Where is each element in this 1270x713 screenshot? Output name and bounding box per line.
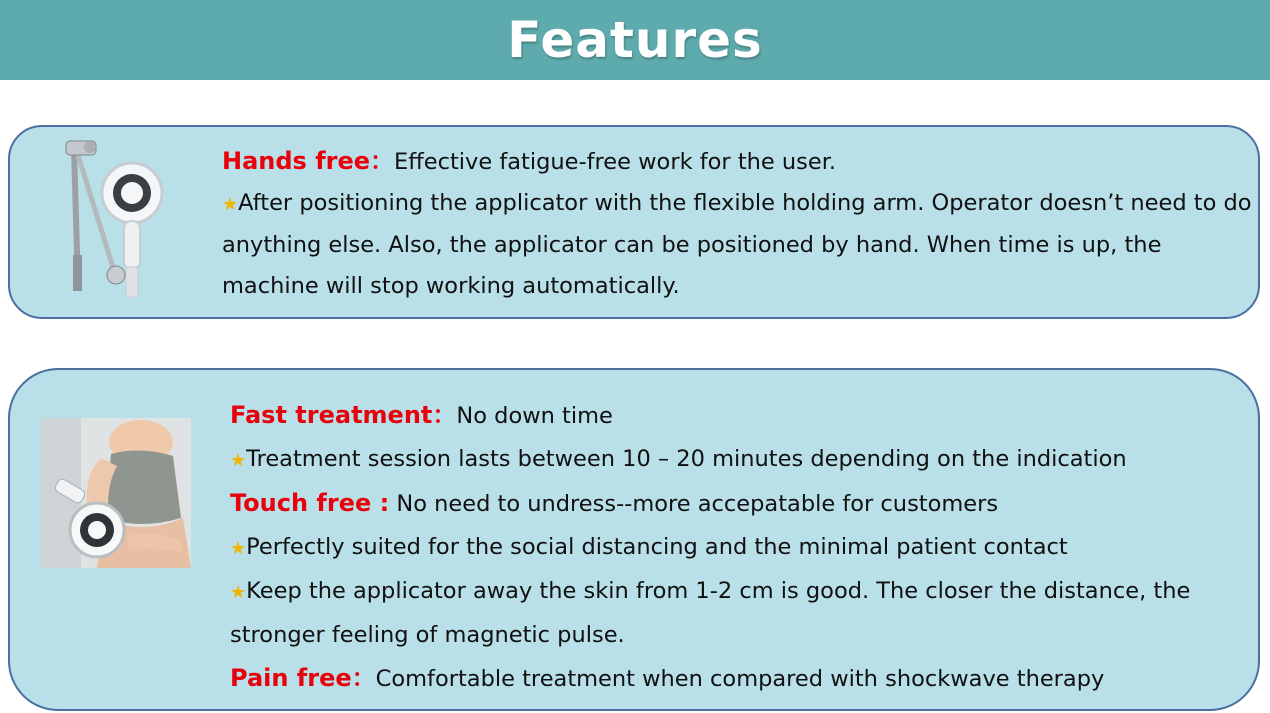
star-icon: ★ <box>222 194 239 215</box>
star-icon: ★ <box>230 582 247 603</box>
heading-touch-free: Touch free : <box>230 489 390 517</box>
star-icon: ★ <box>230 538 247 559</box>
applicator-arm-image <box>58 135 168 305</box>
star-icon: ★ <box>230 450 247 471</box>
heading-fast-treatment: Fast treatment： <box>230 401 457 429</box>
bullet-hands-free: After positioning the applicator with the flexible holding arm. Operator doesn’t need to do anything else. Also, the applicator can be positioned by hand. When time is up, the machine will stop working automatically. <box>222 190 1252 299</box>
bullet-touch-free-1: Perfectly suited for the social distancing and the minimal patient contact <box>246 534 1068 560</box>
desc-touch-free: No need to undress--more accepatable for customers <box>396 491 999 517</box>
desc-hands-free: Effective fatigue-free work for the user. <box>394 149 837 175</box>
bullet-touch-free-2: Keep the applicator away the skin from 1-2 cm is good. The closer the distance, the stronger feeling of magnetic pulse. <box>230 578 1191 648</box>
header-bar <box>0 0 1270 80</box>
heading-pain-free: Pain free： <box>230 664 376 692</box>
bullet-fast-treatment: Treatment session lasts between 10 – 20 minutes depending on the indication <box>246 446 1127 472</box>
card1-text <box>222 141 1252 307</box>
desc-fast-treatment: No down time <box>456 403 613 429</box>
page-title: Features <box>507 11 763 69</box>
feature-card-treatment <box>8 368 1260 711</box>
feature-card-hands-free <box>8 125 1260 319</box>
card2-text <box>230 394 1250 701</box>
patient-treatment-image <box>41 418 191 568</box>
desc-pain-free: Comfortable treatment when compared with shockwave therapy <box>375 666 1105 692</box>
heading-hands-free: Hands free： <box>222 147 395 175</box>
